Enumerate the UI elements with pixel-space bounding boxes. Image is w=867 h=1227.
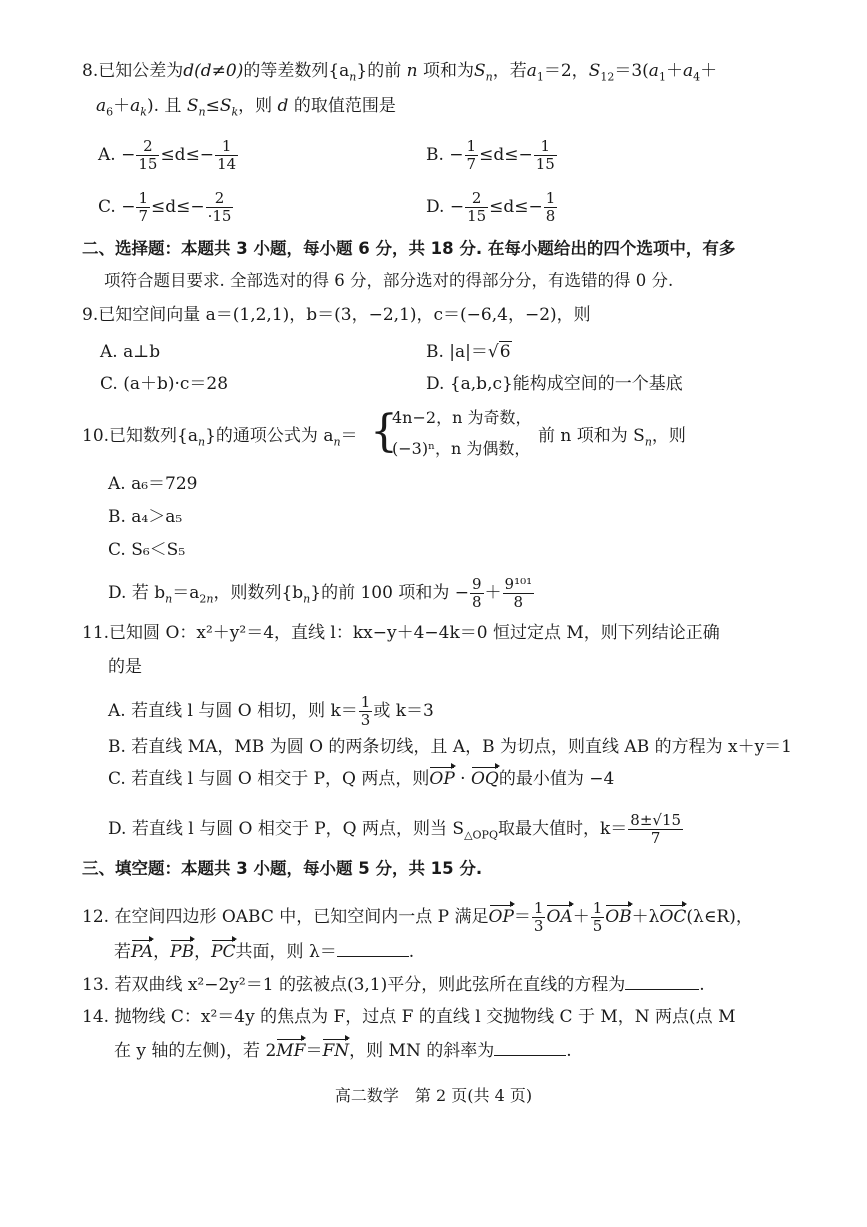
q10-stem-a: 10.已知数列$\{a_n\}$的通项公式为 $a_n=$ bbox=[82, 426, 358, 449]
q12-stem-line2: 若PA，PB，PC共面，则 λ＝ . bbox=[114, 939, 414, 965]
q8-stem-line1: 8.已知公差为d(d≠0)的等差数列$\{a_n\}$的前 n 项和为$S_n$，若$a_1=2$，$S_{12}=3(a_1+a_4+$ bbox=[82, 61, 718, 84]
q11-option-b: B. 若直线 MA，MB 为圆 O 的两条切线，且 A，B 为切点，则直线 AB 的方程为 x＋y＝1 bbox=[108, 737, 792, 757]
q8-option-c: C. − $\frac{1}{7}$ ≤d≤− $\frac{2}{\cdot 15}$ bbox=[98, 189, 232, 225]
q10-case-odd: 4n−2，n 为奇数， bbox=[392, 408, 532, 427]
q10-option-d: D. 若 $b_n=a_{2n}$，则数列$\{b_n\}$的前 100 项和为 − $\frac{9}{8}$ ＋ $\frac{\text{9¹⁰¹}}{8}$ bbox=[108, 575, 533, 611]
q8-stem-line2: $a_6+a_k$). 且 $S_n\le S_k$，则 d 的取值范围是 bbox=[96, 96, 396, 119]
q11-option-c: C. 若直线 l 与圆 O 相交于 P，Q 两点，则OP · OQ的最小值为 −4 bbox=[108, 766, 614, 792]
q11-stem-line1: 11.已知圆 O：x²＋y²＝4，直线 l：kx−y＋4−4k＝0 恒过定点 M，则下列结论正确 bbox=[82, 623, 720, 643]
q10-option-b: B. a₄＞a₅ bbox=[108, 507, 183, 527]
q13-stem: 13. 若双曲线 x²−2y²＝1 的弦被点(3,1)平分，则此弦所在直线的方程为 . bbox=[82, 975, 705, 995]
section-2-heading: 二、选择题：本题共 3 小题，每小题 6 分，共 18 分. 在每小题给出的四个选项中，有多 bbox=[82, 239, 736, 258]
q11-option-a: A. 若直线 l 与圆 O 相切，则 k＝ $\frac{1}{3}$ 或 k＝3 bbox=[108, 693, 434, 729]
section-3-heading: 三、填空题：本题共 3 小题，每小题 5 分，共 15 分. bbox=[82, 859, 483, 878]
q10-stem-b: 前 n 项和为 $S_n$，则 bbox=[538, 426, 686, 449]
q13-answer-blank[interactable] bbox=[625, 989, 699, 990]
q9-stem: 9.已知空间向量 a＝(1,2,1)，b＝(3，−2,1)，c＝(−6,4，−2)，则 bbox=[82, 305, 591, 325]
q8-option-b: B. − $\frac{1}{7}$ ≤d≤− $\frac{1}{15}$ bbox=[426, 137, 555, 173]
piecewise-brace: { bbox=[370, 406, 398, 457]
q12-stem-line1: 12. 在空间四边形 OABC 中，已知空间内一点 P 满足OP＝ $\frac{1}{3}$ OA＋ $\frac{1}{5}$ OB＋λOC(λ∈R)， bbox=[82, 899, 753, 935]
q11-stem-line2: 的是 bbox=[108, 657, 142, 677]
q8-option-d: D. − $\frac{2}{15}$ ≤d≤− $\frac{1}{8}$ bbox=[426, 189, 556, 225]
page-footer: 高二数学 第 2 页(共 4 页) bbox=[334, 1086, 533, 1105]
q11-option-d: D. 若直线 l 与圆 O 相交于 P，Q 两点，则当 $S_{\triangle OPQ}$取最大值时，k＝ $\frac{8\pm√15}{7}$ bbox=[108, 811, 682, 847]
q9-option-b: B. |a|＝√6 bbox=[426, 342, 511, 362]
q9-option-c: C. (a＋b)·c＝28 bbox=[100, 374, 229, 394]
q14-answer-blank[interactable] bbox=[494, 1055, 566, 1056]
q14-stem-line2: 在 y 轴的左侧)，若 2MF＝FN，则 MN 的斜率为 . bbox=[114, 1038, 572, 1064]
q9-option-a: A. a⊥b bbox=[100, 342, 161, 362]
q10-option-c: C. S₆＜S₅ bbox=[108, 540, 186, 560]
q14-stem-line1: 14. 抛物线 C：x²＝4y 的焦点为 F，过点 F 的直线 l 交抛物线 C 于 M，N 两点(点 M bbox=[82, 1007, 736, 1027]
q9-option-d: D. {a,b,c}能构成空间的一个基底 bbox=[426, 374, 683, 394]
q12-answer-blank[interactable] bbox=[337, 956, 409, 957]
section-2-instructions: 项符合题目要求. 全部选对的得 6 分，部分选对的得部分分，有选错的得 0 分. bbox=[104, 271, 674, 290]
q8-option-a: A. − $\frac{2}{15}$ ≤d≤− $\frac{1}{14}$ bbox=[98, 137, 237, 173]
q10-option-a: A. a₆＝729 bbox=[108, 474, 198, 494]
q10-case-even: (−3)ⁿ，n 为偶数， bbox=[392, 439, 531, 458]
